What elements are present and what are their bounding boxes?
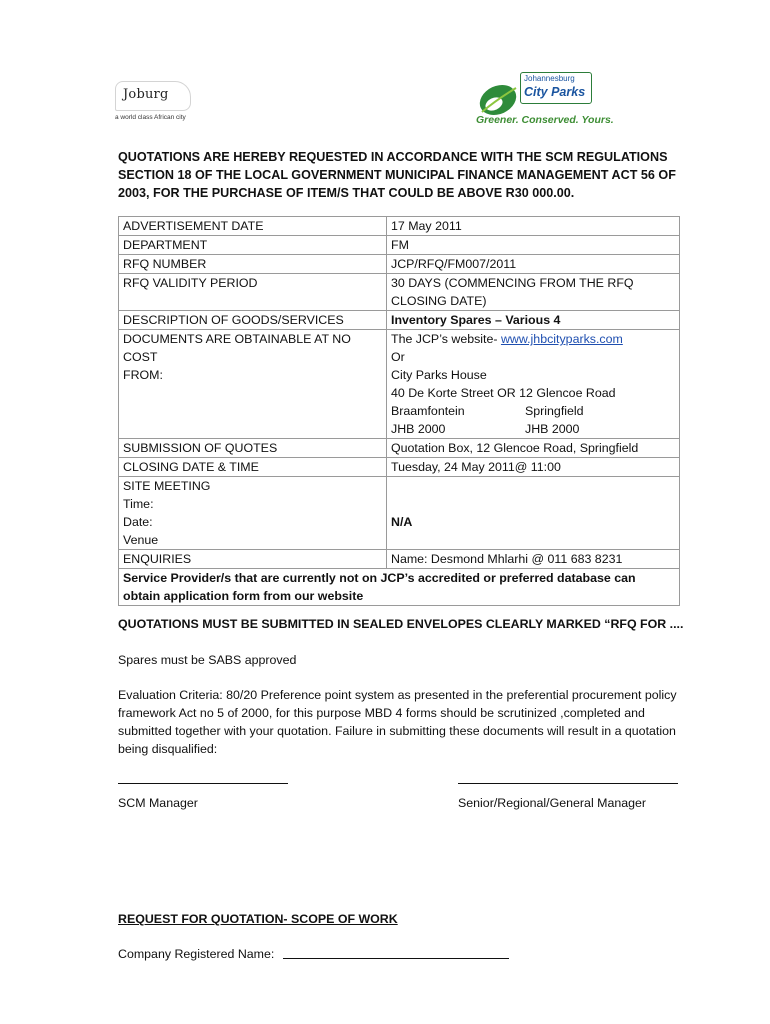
- table-row: [119, 550, 680, 569]
- advertisement-date-value: 17 May 2011: [387, 217, 680, 236]
- city-parks-top-line: Johannesburg: [524, 74, 575, 83]
- table-row: [119, 236, 680, 255]
- senior-manager-label: Senior/Regional/General Manager: [458, 796, 647, 810]
- suburb-left: Braamfontein: [391, 404, 465, 418]
- leaf-icon: [476, 78, 526, 118]
- joburg-wordmark: Joburg: [123, 87, 169, 102]
- documents-label-line2: FROM:: [123, 368, 163, 382]
- database-notice: Service Provider/s that are currently not on JCP’s accredited or preferred database can obtain application form from our website: [119, 569, 680, 606]
- page-heading: QUOTATIONS ARE HEREBY REQUESTED IN ACCORDANCE WITH THE SCM REGULATIONS SECTION 18 OF THE LOCAL GOVERNMENT MUNICIPAL FINANCE MANAGEMENT ACT 56 OF 2003, FOR THE PURCHASE OF ITEM/S THAT COULD BE ABOVE R30 000.00.: [118, 150, 676, 200]
- site-meeting-title: SITE MEETING: [123, 479, 211, 493]
- scm-manager-label: SCM Manager: [118, 796, 198, 810]
- rfq-number-value: JCP/RFQ/FM007/2011: [387, 255, 680, 274]
- table-row: [119, 217, 680, 236]
- city-parks-slogan: Greener. Conserved. Yours.: [476, 114, 614, 126]
- site-meeting-na: N/A: [391, 515, 413, 529]
- suburb-right: Springfield: [525, 404, 584, 418]
- rfq-number-label: RFQ NUMBER: [119, 255, 387, 274]
- table-row: [119, 458, 680, 477]
- rfq-info-table: [118, 216, 680, 606]
- spares-note: Spares must be SABS approved: [118, 653, 297, 667]
- table-row: [119, 274, 680, 311]
- evaluation-criteria: Evaluation Criteria: 80/20 Preference point system as presented in the preferential procurement policy framework Act no 5 of 2000, for this purpose MBD 4 forms should be scrutinized ,completed and submitted together with your quotation. Failure in submitting these documents will result in a quotation being disqualified:: [118, 688, 677, 756]
- company-name-label: Company Registered Name:: [118, 947, 275, 961]
- city-parks-name: City Parks: [524, 85, 586, 99]
- submission-value: Quotation Box, 12 Glencoe Road, Springfield: [387, 439, 680, 458]
- site-meeting-date: Date:: [123, 515, 153, 529]
- site-meeting-venue: Venue: [123, 533, 159, 547]
- signature-line-right: [458, 783, 678, 784]
- site-meeting-time: Time:: [123, 497, 154, 511]
- rfq-validity-line1: 30 DAYS (COMMENCING FROM THE RFQ: [391, 276, 634, 290]
- table-row: [119, 569, 680, 606]
- or-text: Or: [391, 350, 405, 364]
- code-left: JHB 2000: [391, 422, 446, 436]
- house-name: City Parks House: [391, 368, 487, 382]
- city-parks-logo: [472, 70, 614, 128]
- enquiries-value: Name: Desmond Mhlarhi @ 011 683 8231: [387, 550, 680, 569]
- website-line: [391, 330, 675, 348]
- documents-label: [119, 330, 387, 439]
- scope-of-work-title: REQUEST FOR QUOTATION- SCOPE OF WORK: [118, 912, 398, 926]
- documents-value: [387, 330, 680, 439]
- joburg-logo: [115, 70, 203, 124]
- suburb-line: [391, 402, 675, 420]
- closing-label: CLOSING DATE & TIME: [119, 458, 387, 477]
- table-row: [119, 330, 680, 439]
- company-name-field[interactable]: [283, 958, 509, 959]
- table-row: [119, 311, 680, 330]
- table-row: [119, 255, 680, 274]
- code-right: JHB 2000: [525, 422, 580, 436]
- department-label: DEPARTMENT: [119, 236, 387, 255]
- postal-code-line: [391, 420, 675, 438]
- department-value: FM: [387, 236, 680, 255]
- rfq-validity-value: [387, 274, 680, 311]
- description-value: Inventory Spares – Various 4: [387, 311, 680, 330]
- joburg-tagline: a world class African city: [115, 114, 186, 121]
- sealed-envelope-notice: QUOTATIONS MUST BE SUBMITTED IN SEALED ENVELOPES CLEARLY MARKED “RFQ FOR ....: [118, 617, 684, 631]
- closing-value: Tuesday, 24 May 2011@ 11:00: [387, 458, 680, 477]
- site-meeting-label: [119, 477, 387, 550]
- documents-label-line1: DOCUMENTS ARE OBTAINABLE AT NO COST: [123, 332, 351, 364]
- table-row: [119, 439, 680, 458]
- description-label: DESCRIPTION OF GOODS/SERVICES: [119, 311, 387, 330]
- website-link[interactable]: www.jhbcityparks.com: [500, 332, 623, 346]
- rfq-validity-line2: CLOSING DATE): [391, 294, 487, 308]
- signature-line-left: [118, 783, 288, 784]
- site-meeting-value: [387, 477, 680, 550]
- website-prefix: The JCP’s website-: [391, 332, 501, 346]
- rfq-validity-label: RFQ VALIDITY PERIOD: [119, 274, 387, 311]
- enquiries-label: ENQUIRIES: [119, 550, 387, 569]
- table-row: [119, 477, 680, 550]
- address-line: 40 De Korte Street OR 12 Glencoe Road: [391, 386, 616, 400]
- advertisement-date-label: ADVERTISEMENT DATE: [119, 217, 387, 236]
- submission-label: SUBMISSION OF QUOTES: [119, 439, 387, 458]
